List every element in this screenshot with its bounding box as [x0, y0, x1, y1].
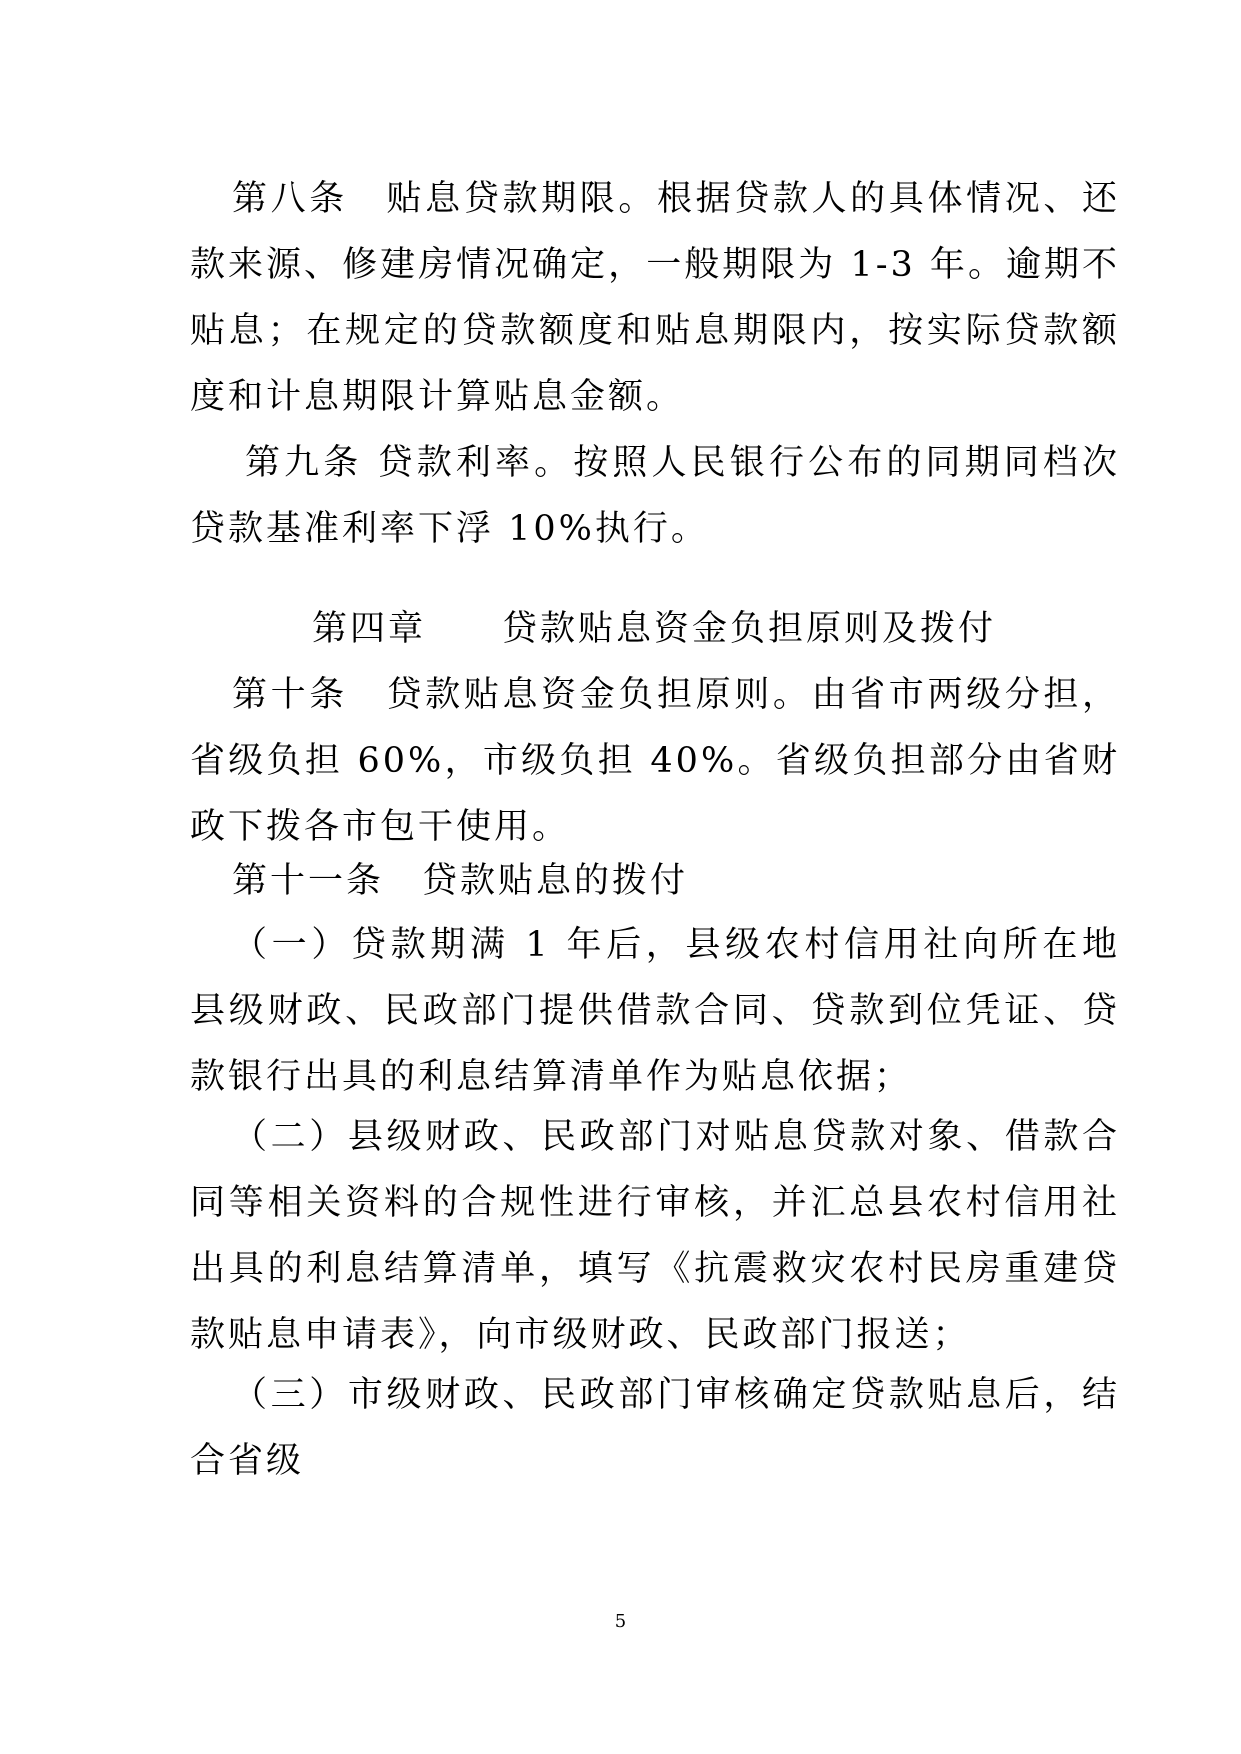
article-11-item-1: （一）贷款期满 1 年后，县级农村信用社向所在地县级财政、民政部门提供借款合同、贷款到位凭证、贷款银行出具的利息结算清单作为贴息依据； [190, 925, 1120, 1097]
article-11-item-2: （二）县级财政、民政部门对贴息贷款对象、借款合同等相关资料的合规性进行审核，并汇总县农村信用社出具的利息结算清单，填写《抗震救灾农村民房重建贷款贴息申请表》，向市级财政、民政部门报送； [190, 1117, 1120, 1355]
article-11-item-3: （三）市级财政、民政部门审核确定贷款贴息后，结合省级 [190, 1375, 1120, 1481]
chapter-heading: 第四章 贷款贴息资金负担原则及拨付 [312, 609, 997, 649]
page-number: 5 [614, 1611, 627, 1632]
article-10-paragraph: 第十条 贷款贴息资金负担原则。由省市两级分担，省级负担 60%，市级负担 40%。省级负担部分由省财政下拨各市包干使用。 [190, 675, 1120, 847]
article-9-paragraph: 第九条 贷款利率。按照人民银行公布的同期同档次贷款基准利率下浮 10%执行。 [190, 443, 1120, 549]
article-11-heading: 第十一条 贷款贴息的拨付 [232, 861, 689, 901]
article-8-paragraph: 第八条 贴息贷款期限。根据贷款人的具体情况、还款来源、修建房情况确定，一般期限为 1-3 年。逾期不贴息；在规定的贷款额度和贴息期限内，按实际贷款额度和计息期限计算贴息金额。 [190, 179, 1120, 417]
